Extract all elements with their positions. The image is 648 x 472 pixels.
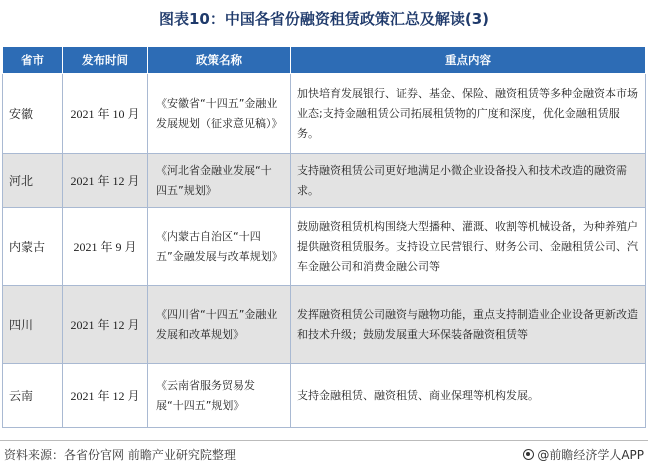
key-points: 支持金融租赁、融资租赁、商业保理等机构发展。 xyxy=(297,388,539,402)
page-title: 图表10：中国各省份融资租赁政策汇总及解读(3) xyxy=(158,10,490,28)
date-cell: 2021 年 9 月 xyxy=(63,208,148,286)
policy-cell xyxy=(148,74,291,154)
key-points: 发挥融资租赁公司融资与融物功能，重点支持制造业企业设备更新改造和技术升级；鼓励发展重大环保装备融资租赁等 xyxy=(297,307,638,341)
points-cell xyxy=(291,286,646,364)
table-header-row xyxy=(3,47,646,74)
policy-cell xyxy=(148,154,291,208)
province-cell: 四川 xyxy=(3,286,63,364)
province-cell: 内蒙古 xyxy=(3,208,63,286)
date-cell: 2021 年 10 月 xyxy=(63,74,148,154)
table-row xyxy=(3,208,646,286)
policy-name: 《安徽省“十四五”金融业发展规划（征求意见稿）》 xyxy=(156,96,283,130)
header-policy: 政策名称 xyxy=(148,47,291,74)
footer-divider xyxy=(0,440,648,441)
province-cell: 安徽 xyxy=(3,74,63,154)
policy-name: 《四川省“十四五”金融业发展和改革规划》 xyxy=(156,307,278,341)
table-row xyxy=(3,154,646,208)
table-row xyxy=(3,286,646,364)
points-cell xyxy=(291,364,646,428)
policy-name: 《云南省服务贸易发展“十四五”规划》 xyxy=(156,378,255,412)
header-province: 省市 xyxy=(3,47,63,74)
date-cell: 2021 年 12 月 xyxy=(63,286,148,364)
policy-cell xyxy=(148,364,291,428)
key-points: 鼓励融资租赁机构围绕大型播种、灌溉、收割等机械设备，为种养殖户提供融资租赁服务。支持设立民营银行、财务公司、金融租赁公司、汽车金融公司和消费金融公司等 xyxy=(297,219,638,273)
policy-cell xyxy=(148,208,291,286)
points-cell xyxy=(291,208,646,286)
table-row xyxy=(3,364,646,428)
brand-logo-icon xyxy=(523,449,534,460)
points-cell xyxy=(291,74,646,154)
table-row xyxy=(3,74,646,154)
key-points: 加快培育发展银行、证券、基金、保险、融资租赁等多种金融资本市场业态;支持金融租赁公司拓展租赁物的广度和深度，优化金融租赁服务。 xyxy=(297,86,638,140)
date-cell: 2021 年 12 月 xyxy=(63,364,148,428)
key-points: 支持融资租赁公司更好地满足小微企业设备投入和技术改造的融资需求。 xyxy=(297,163,627,197)
policy-table xyxy=(2,46,646,428)
province-cell: 河北 xyxy=(3,154,63,208)
policy-name: 《内蒙古自治区“十四五”金融发展与改革规划》 xyxy=(156,229,283,263)
source-note: 资料来源：各省份官网 前瞻产业研究院整理 xyxy=(4,448,236,462)
policy-name: 《河北省金融业发展“十四五”规划》 xyxy=(156,163,272,197)
brand-credit xyxy=(523,446,644,463)
header-points: 重点内容 xyxy=(291,47,646,74)
date-cell: 2021 年 12 月 xyxy=(63,154,148,208)
province-cell: 云南 xyxy=(3,364,63,428)
policy-cell xyxy=(148,286,291,364)
header-date: 发布时间 xyxy=(63,47,148,74)
brand-text: @前瞻经济学人APP xyxy=(537,448,644,462)
points-cell xyxy=(291,154,646,208)
